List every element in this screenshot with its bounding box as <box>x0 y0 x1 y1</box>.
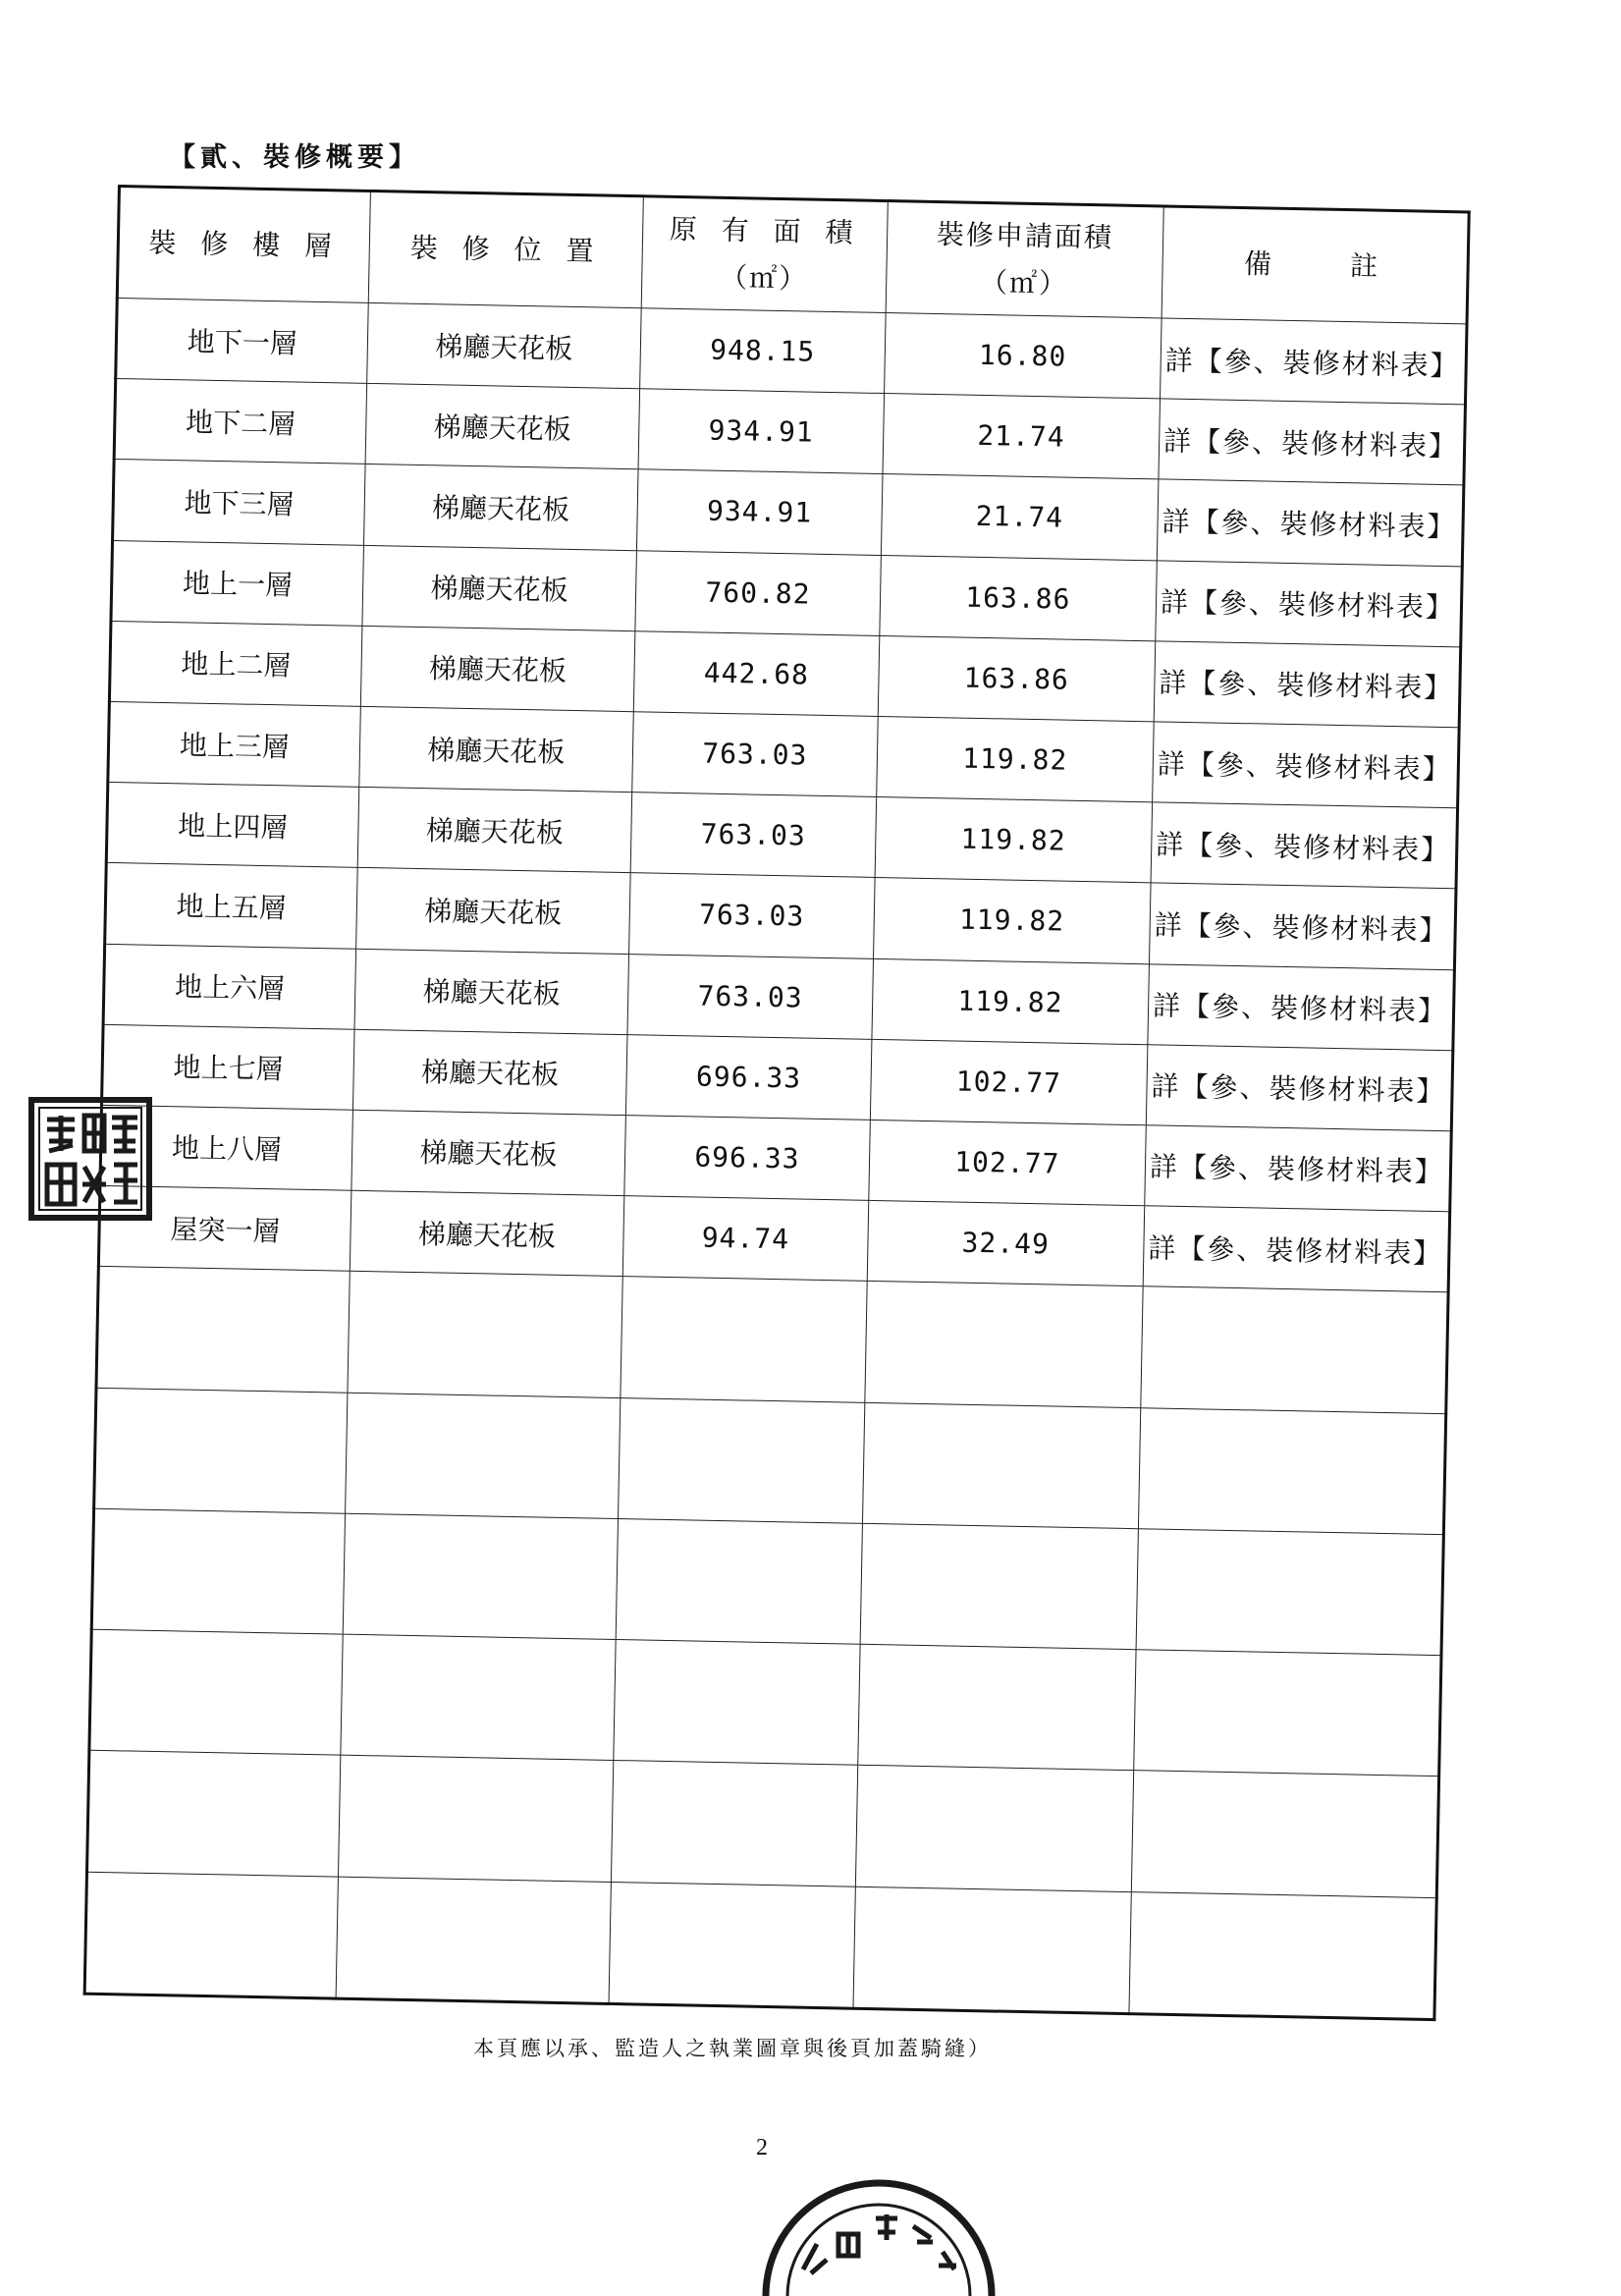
header-location: 裝 修 位 置 <box>368 191 644 307</box>
cell-location: 梯廳天花板 <box>358 706 633 793</box>
cell-floor: 地上二層 <box>109 621 361 706</box>
cell-original-area: 934.91 <box>637 469 883 555</box>
cell-remark: 詳【參、裝修材料表】 <box>1157 479 1464 566</box>
cell-floor: 地上六層 <box>103 944 355 1029</box>
cell-location: 梯廳天花板 <box>357 787 632 873</box>
cell-location: 梯廳天花板 <box>352 1029 627 1116</box>
cell-location: 梯廳天花板 <box>362 545 637 631</box>
cell-original-area: 763.03 <box>632 712 878 797</box>
header-applied-area <box>886 201 1163 318</box>
cell-original-area: 934.91 <box>638 389 884 474</box>
cell-floor: 地下一層 <box>116 299 368 384</box>
cell-remark: 詳【參、裝修材料表】 <box>1145 1125 1452 1212</box>
cell-remark: 詳【參、裝修材料表】 <box>1153 722 1460 808</box>
header-original-area <box>641 196 888 313</box>
header-applied-area-label: 裝修申請面積 <box>936 218 1114 254</box>
cell-remark: 詳【參、裝修材料表】 <box>1160 318 1467 405</box>
cell-remark: 詳【參、裝修材料表】 <box>1159 399 1466 485</box>
header-original-area-label: 原 有 面 積 <box>669 212 861 249</box>
cell-applied-area: 16.80 <box>884 313 1162 400</box>
cell-original-area: 763.03 <box>629 873 875 958</box>
cell-original-area: 763.03 <box>627 954 873 1039</box>
cell-remark: 詳【參、裝修材料表】 <box>1156 560 1463 646</box>
cell-original-area: 442.68 <box>633 630 879 716</box>
cell-floor: 地上一層 <box>111 540 363 626</box>
empty-table-row <box>84 1872 1436 2020</box>
cell-applied-area: 119.82 <box>873 878 1151 964</box>
cell-floor: 地上七層 <box>102 1024 354 1110</box>
cell-remark: 詳【參、裝修材料表】 <box>1151 802 1458 889</box>
cell-floor: 屋突一層 <box>98 1185 351 1271</box>
header-floor: 裝 修 樓 層 <box>117 187 370 303</box>
page-number: 2 <box>756 2135 768 2160</box>
cell-floor: 地下三層 <box>113 460 365 545</box>
cell-applied-area: 119.82 <box>876 716 1154 802</box>
cell-original-area: 763.03 <box>630 793 876 878</box>
cell-applied-area: 32.49 <box>867 1200 1145 1286</box>
header-applied-area-unit: （㎡） <box>979 265 1069 301</box>
cell-location: 梯廳天花板 <box>366 302 641 389</box>
cell-applied-area: 163.86 <box>879 555 1157 641</box>
cell-location: 梯廳天花板 <box>363 465 638 551</box>
section-title: 【貳、裝修概要】 <box>169 142 420 173</box>
partial-seal-icon <box>756 2175 1001 2296</box>
cell-applied-area: 119.82 <box>875 797 1153 884</box>
cell-remark: 詳【參、裝修材料表】 <box>1148 963 1455 1050</box>
cell-original-area: 948.15 <box>640 308 886 394</box>
cell-location: 梯廳天花板 <box>354 949 629 1035</box>
cell-original-area: 696.33 <box>625 1034 871 1120</box>
cell-location: 梯廳天花板 <box>365 384 640 470</box>
cell-floor: 地上八層 <box>100 1105 352 1190</box>
cell-location: 梯廳天花板 <box>360 626 635 712</box>
cell-remark: 詳【參、裝修材料表】 <box>1143 1206 1450 1292</box>
renovation-summary-table <box>83 185 1471 2021</box>
cell-floor: 地下二層 <box>114 379 366 465</box>
footnote-text: 本頁應以承、監造人之執業圖章與後頁加蓋騎縫） <box>473 2037 992 2060</box>
cell-remark: 詳【參、裝修材料表】 <box>1149 883 1456 969</box>
cell-location: 梯廳天花板 <box>351 1110 626 1196</box>
cell-applied-area: 102.77 <box>870 1039 1148 1125</box>
cell-applied-area: 119.82 <box>872 958 1150 1045</box>
cell-original-area: 94.74 <box>622 1196 868 1282</box>
cell-applied-area: 163.86 <box>878 635 1156 722</box>
cell-applied-area: 21.74 <box>883 394 1161 480</box>
cell-original-area: 696.33 <box>624 1115 870 1200</box>
header-remark: 備 註 <box>1162 206 1469 324</box>
cell-floor: 地上三層 <box>108 701 360 787</box>
cell-remark: 詳【參、裝修材料表】 <box>1146 1044 1453 1130</box>
cell-floor: 地上五層 <box>105 863 357 949</box>
stamp-seal-icon <box>27 1096 153 1222</box>
summary-table-wrapper <box>83 185 1471 2021</box>
header-original-area-unit: （㎡） <box>719 260 809 296</box>
cell-location: 梯廳天花板 <box>350 1190 624 1277</box>
cell-floor: 地上四層 <box>106 783 358 868</box>
cell-applied-area: 102.77 <box>868 1120 1146 1206</box>
cell-applied-area: 21.74 <box>881 474 1159 561</box>
cell-original-area: 760.82 <box>635 550 881 635</box>
cell-remark: 詳【參、裝修材料表】 <box>1154 641 1461 728</box>
cell-location: 梯廳天花板 <box>355 868 630 955</box>
